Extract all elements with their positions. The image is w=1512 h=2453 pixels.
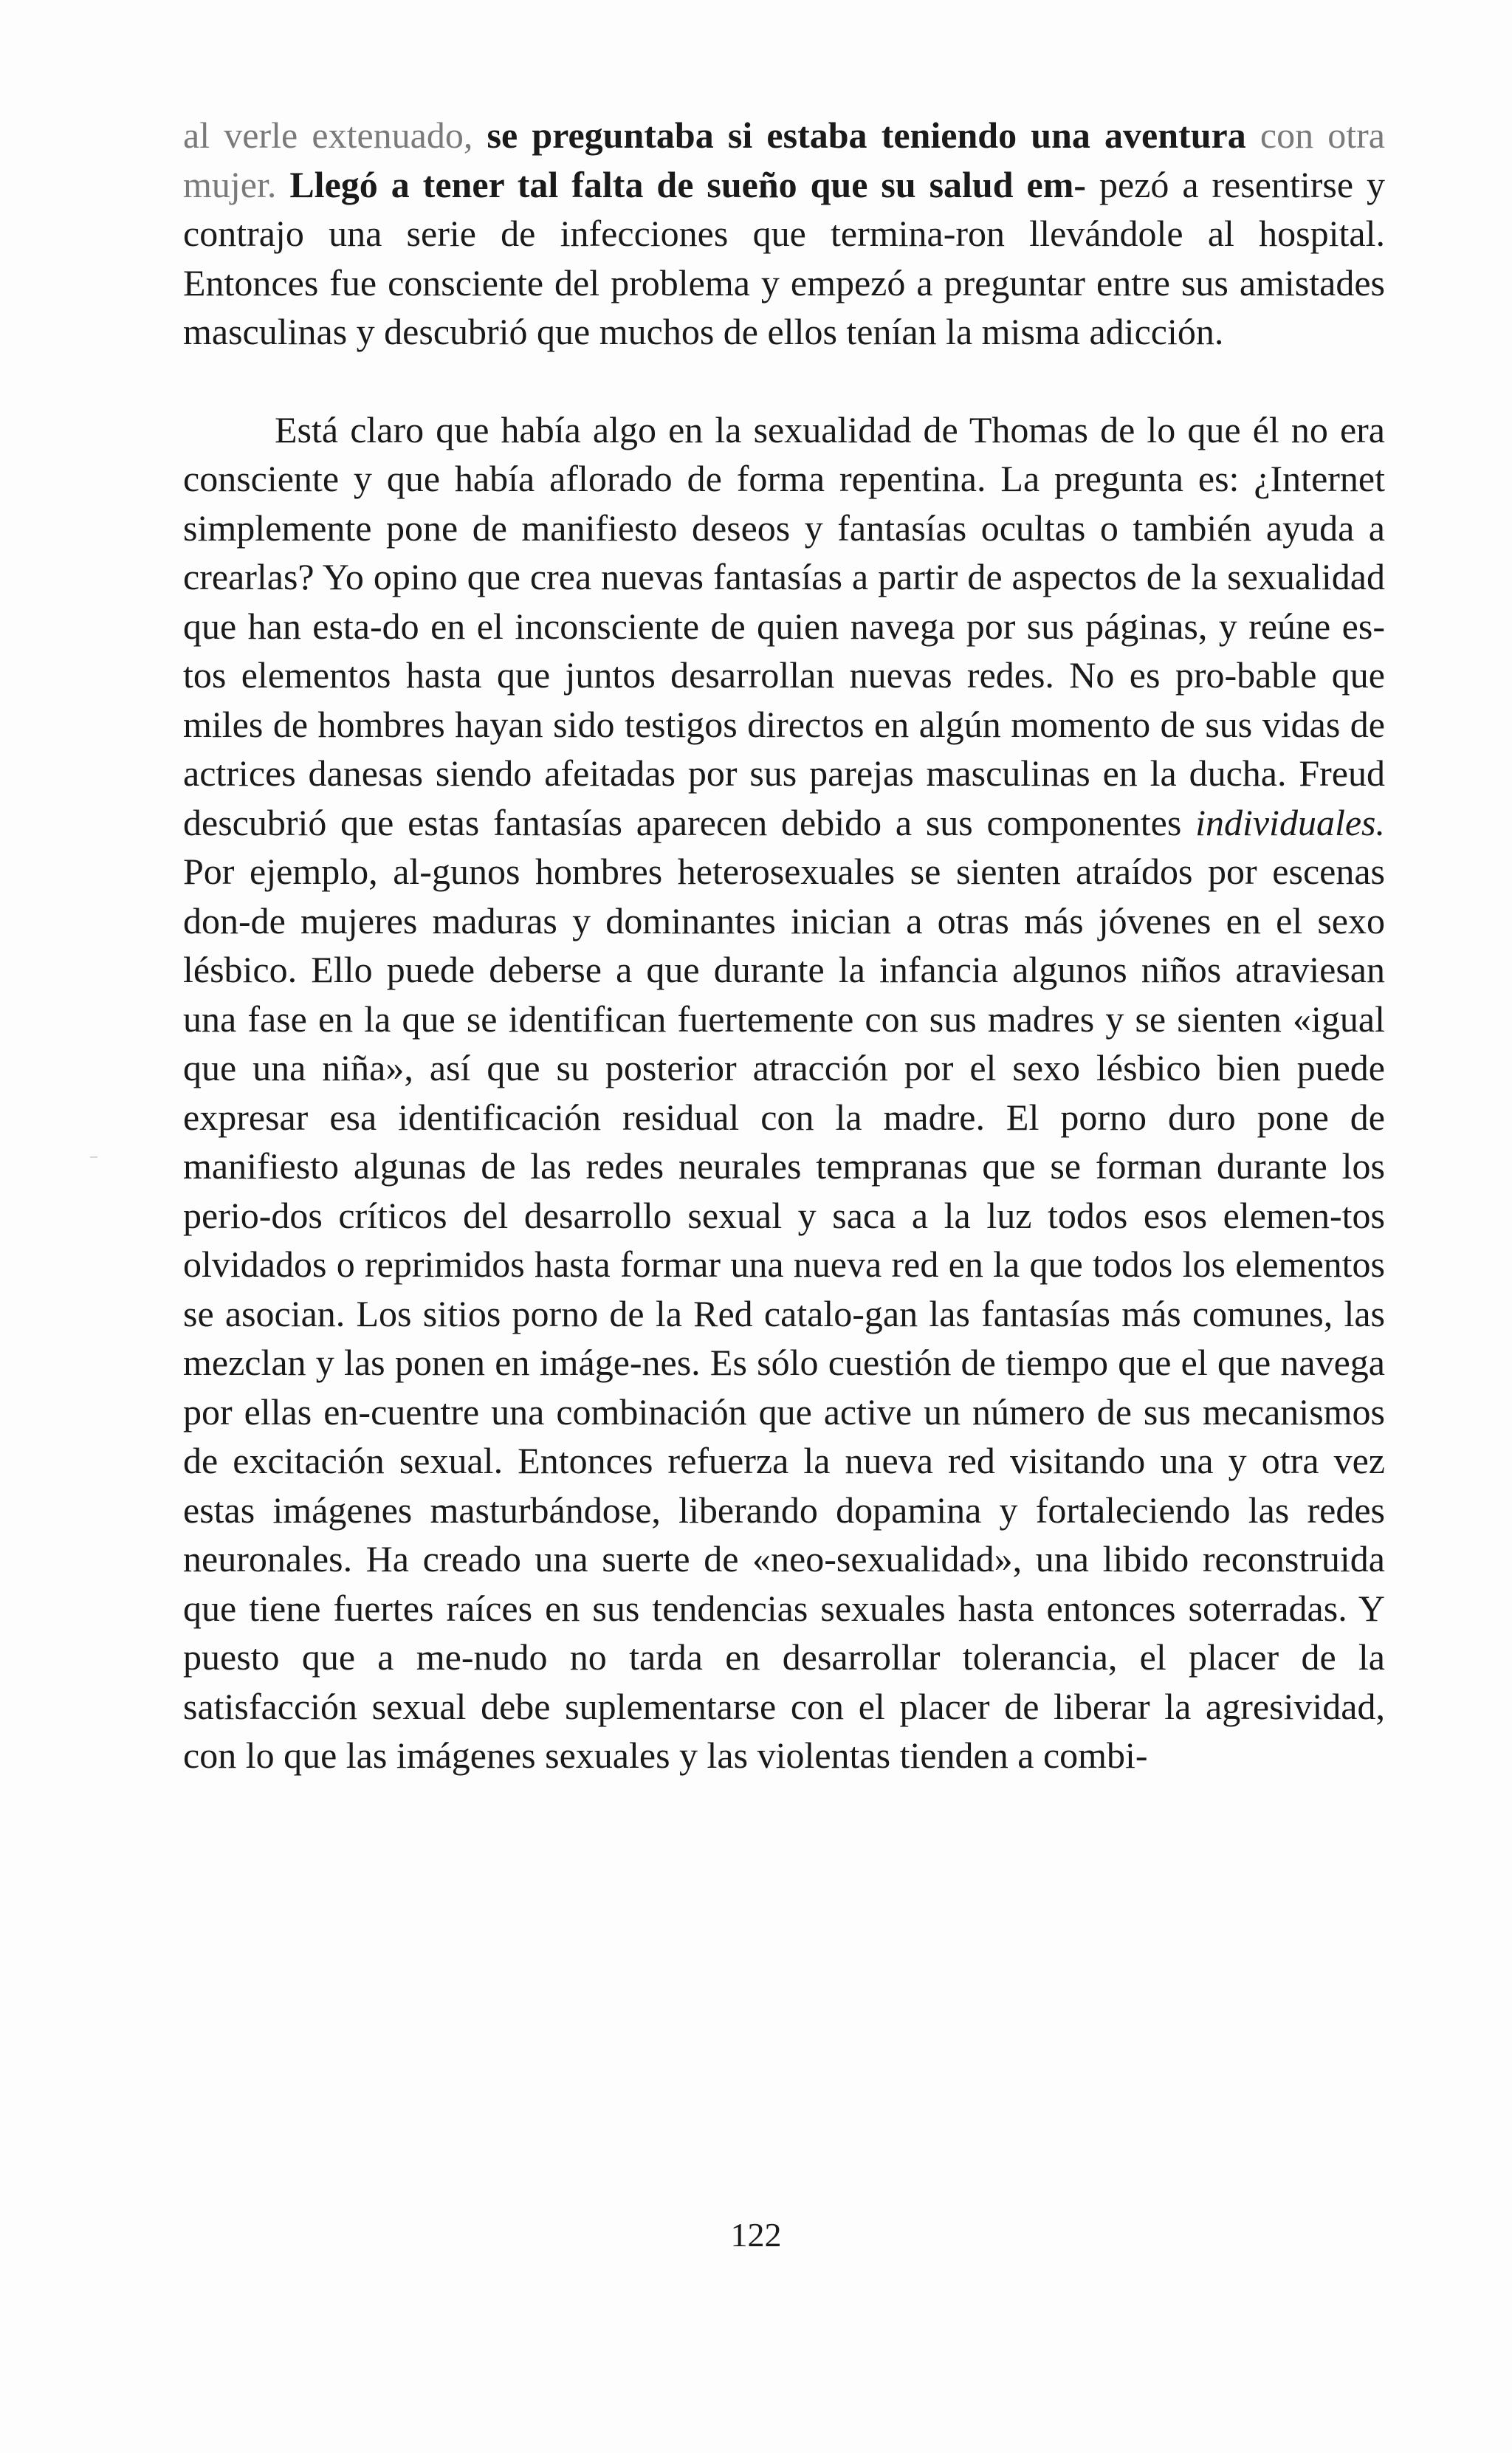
faded-text-mid: con otra mujer. bbox=[183, 114, 1385, 205]
paragraph-2-before-italic: Está claro que había algo en la sexualidad de Thomas de lo que él no era consciente y que había aflorado de forma repentina. La pregunta es: ¿Internet simplemente pone de manifiesto deseos y fantasías ocultas o también ayuda a crearlas? Yo opino que crea nuevas fantasías a partir de aspectos de la sexualidad que han esta-do en el inconsciente de quien navega por sus páginas, y reúne es-tos elementos hasta que juntos desarrollan nuevas redes. No es pro-bable que miles de hombres hayan sido testigos directos en algún momento de sus vidas de actrices danesas siendo afeitadas por sus parejas masculinas en la ducha. Freud descubrió que estas fantasías aparecen debido a sus componentes bbox=[183, 408, 1385, 843]
paragraph-1-tail: pezó a resentirse y contrajo una serie de infecciones que termina-ron llevándole al hospital. Entonces fue consciente del problema y empezó a preguntar entre sus amistades masculinas y descubrió que muchos de ellos tenían la misma adicción. bbox=[183, 163, 1386, 352]
body-text bbox=[183, 111, 1385, 1780]
bold-text-1: se preguntaba si estaba teniendo una aventura bbox=[472, 114, 1246, 156]
page-number: 122 bbox=[730, 2216, 782, 2254]
italic-word: individuales. bbox=[1195, 801, 1385, 843]
paragraph-1 bbox=[183, 111, 1385, 357]
margin-mark bbox=[90, 1156, 97, 1158]
paragraph-2-after-italic: Por ejemplo, al-gunos hombres heterosexuales se sienten atraídos por escenas don-de mujeres maduras y dominantes inician a otras más jóvenes en el sexo lésbico. Ello puede deberse a que durante la infancia algunos niños atraviesan una fase en la que se identifican fuertemente con sus madres y se sienten «igual que una niña», así que su posterior atracción por el sexo lésbico bien puede expresar esa identificación residual con la madre. El porno duro pone de manifiesto algunas de las redes neurales tempranas que se forman durante los perio-dos críticos del desarrollo sexual y saca a la luz todos esos elemen-tos olvidados o reprimidos hasta formar una nueva red en la que todos los elementos se asocian. Los sitios porno de la Red catalo-gan las fantasías más comunes, las mezclan y las ponen en imáge-nes. Es sólo cuestión de tiempo que el que navega por ellas en-cuentre una combinación que active un número de sus mecanismos de excitación sexual. Entonces refuerza la nueva red visitando una y otra vez estas imágenes masturbándose, liberando dopamina y fortaleciendo las redes neuronales. Ha creado una suerte de «neo-sexualidad», una libido reconstruida que tiene fuertes raíces en sus tendencias sexuales hasta entonces soterradas. Y puesto que a me-nudo no tarda en desarrollar tolerancia, el placer de la satisfacción sexual debe suplementarse con el placer de liberar la agresividad, con lo que las imágenes sexuales y las violentas tienden a combi- bbox=[183, 851, 1385, 1776]
bold-text-2: Llegó a tener tal falta de sueño que su salud em- bbox=[276, 163, 1087, 205]
faded-text-start: al verle extenuado, bbox=[183, 114, 473, 156]
paragraph-2 bbox=[183, 405, 1385, 1780]
